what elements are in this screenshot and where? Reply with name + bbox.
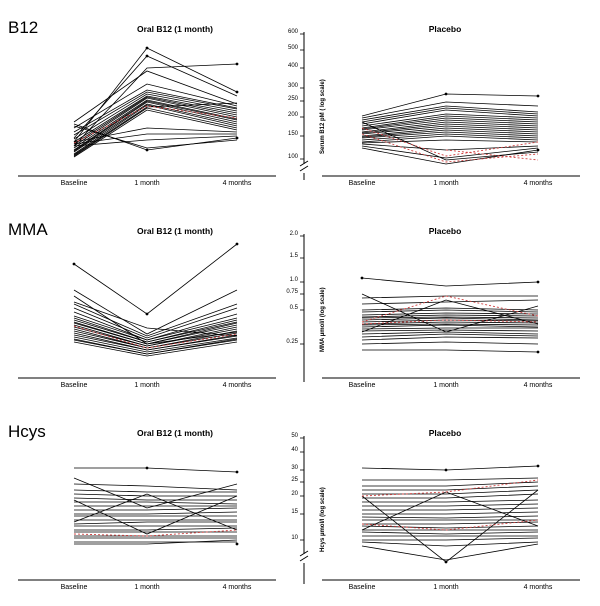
y-tick-b12-2: 400: [287, 63, 298, 69]
panel-b12: [0, 0, 600, 202]
x-tick-hcys-p-1: 1 month: [433, 584, 459, 591]
chart-b12-placebo: [322, 30, 580, 187]
y-tick-b12-4: 250: [287, 96, 298, 102]
x-tick-mma-p-0: Baseline: [348, 382, 376, 389]
y-tick-b12-7: 100: [287, 154, 298, 160]
x-tick-hcys-t-1: 1 month: [134, 584, 160, 591]
x-tick-mma-t-0: Baseline: [60, 382, 88, 389]
y-axis-label-mma: MMA µmol/l (log scale): [320, 287, 326, 352]
x-tick-mma-t-2: 4 months: [222, 382, 252, 389]
y-tick-hcys-1: 40: [291, 447, 298, 453]
y-tick-mma-4: 0.5: [289, 305, 298, 311]
panel-mma: [0, 202, 600, 404]
y-tick-b12-5: 200: [287, 112, 298, 118]
x-tick-b12-p-1: 1 month: [433, 180, 459, 187]
y-tick-mma-2: 1.0: [289, 277, 298, 283]
y-tick-hcys-3: 25: [291, 477, 298, 483]
x-tick-hcys-p-2: 4 months: [523, 584, 553, 591]
y-tick-mma-1: 1.5: [289, 253, 298, 259]
y-axis-hcys: [278, 433, 326, 584]
y-tick-mma-0: 2.0: [289, 231, 298, 237]
x-tick-b12-t-0: Baseline: [60, 180, 88, 187]
x-tick-mma-p-1: 1 month: [433, 382, 459, 389]
panel-hcys: [0, 404, 600, 606]
chart-title-hcys-treatment: Oral B12 (1 month): [136, 428, 214, 438]
y-tick-hcys-6: 10: [291, 535, 298, 541]
y-axis-b12: [278, 29, 326, 180]
x-tick-mma-p-2: 4 months: [523, 382, 553, 389]
chart-title-mma-treatment: Oral B12 (1 month): [136, 226, 214, 236]
y-tick-b12-0: 600: [287, 29, 298, 35]
x-tick-hcys-p-0: Baseline: [348, 584, 376, 591]
x-tick-b12-t-2: 4 months: [222, 180, 252, 187]
chart-b12-treatment: [18, 30, 276, 187]
y-tick-b12-3: 300: [287, 83, 298, 89]
chart-mma-placebo: [322, 232, 580, 389]
row-label-b12: B12: [8, 18, 39, 37]
y-tick-b12-1: 500: [287, 45, 298, 51]
y-tick-hcys-2: 30: [291, 465, 298, 471]
chart-title-b12-treatment: Oral B12 (1 month): [136, 24, 214, 34]
x-tick-b12-p-2: 4 months: [523, 180, 553, 187]
chart-title-hcys-placebo: Placebo: [428, 428, 462, 438]
row-label-mma: MMA: [8, 220, 48, 239]
chart-mma-treatment: [18, 232, 276, 389]
y-tick-hcys-4: 20: [291, 491, 298, 497]
chart-hcys-placebo: [322, 434, 580, 591]
y-tick-mma-5: 0.25: [286, 339, 298, 345]
row-label-hcys: Hcys: [8, 422, 46, 441]
y-tick-hcys-0: 50: [291, 433, 298, 439]
y-tick-hcys-5: 15: [291, 509, 298, 515]
x-tick-b12-p-0: Baseline: [348, 180, 376, 187]
y-axis-label-b12: Serum B12 pM ( log scale): [320, 79, 326, 154]
x-tick-hcys-t-0: Baseline: [60, 584, 88, 591]
chart-title-mma-placebo: Placebo: [428, 226, 462, 236]
y-tick-b12-6: 150: [287, 131, 298, 137]
y-axis-mma: [278, 231, 326, 382]
y-tick-mma-3: 0.75: [286, 289, 298, 295]
y-axis-label-hcys: Hcys µmol/l (log scale): [320, 487, 326, 552]
x-tick-b12-t-1: 1 month: [134, 180, 160, 187]
x-tick-mma-t-1: 1 month: [134, 382, 160, 389]
x-tick-hcys-t-2: 4 months: [222, 584, 252, 591]
chart-title-b12-placebo: Placebo: [428, 24, 462, 34]
chart-hcys-treatment: [18, 434, 276, 591]
